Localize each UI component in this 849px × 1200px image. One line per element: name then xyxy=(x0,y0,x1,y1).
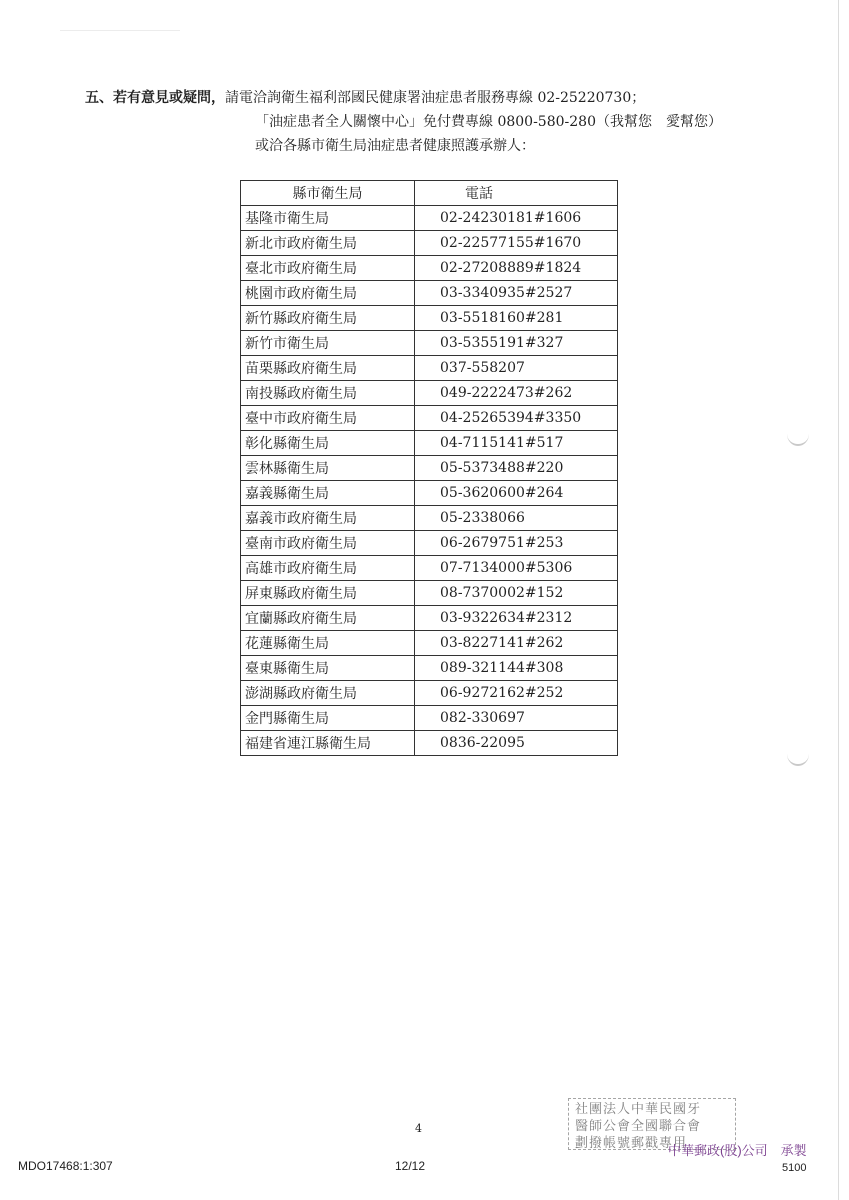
bureau-name: 苗栗縣政府衛生局 xyxy=(241,356,415,381)
bureau-phone: 03-5518160#281 xyxy=(415,306,618,331)
bureau-name: 嘉義市政府衛生局 xyxy=(241,506,415,531)
bureau-name: 嘉義縣衛生局 xyxy=(241,481,415,506)
bureau-name: 臺北市政府衛生局 xyxy=(241,256,415,281)
bureau-phone: 03-5355191#327 xyxy=(415,331,618,356)
intro-hotline: 請電洽詢衛生福利部國民健康署油症患者服務專線 02-25220730； xyxy=(225,90,646,106)
stamp-line: 醫師公會全國聯合會 xyxy=(575,1119,702,1134)
bureau-name: 雲林縣衛生局 xyxy=(241,456,415,481)
bureau-phone: 06-9272162#252 xyxy=(415,681,618,706)
table-row xyxy=(241,581,618,606)
bureau-phone: 082-330697 xyxy=(415,706,618,731)
document-code: MDO17468:1:307 xyxy=(18,1159,113,1173)
bureau-phone: 04-7115141#517 xyxy=(415,431,618,456)
bureau-phone: 06-2679751#253 xyxy=(415,531,618,556)
table-row xyxy=(241,706,618,731)
table-row xyxy=(241,456,618,481)
table-row xyxy=(241,406,618,431)
contact-intro xyxy=(85,86,785,158)
bureau-name: 花蓮縣衛生局 xyxy=(241,631,415,656)
table-row xyxy=(241,281,618,306)
bureau-name: 基隆市衛生局 xyxy=(241,206,415,231)
bureau-name: 新北市政府衛生局 xyxy=(241,231,415,256)
table-row xyxy=(241,331,618,356)
bureau-phone: 0836-22095 xyxy=(415,731,618,756)
bureau-phone: 02-27208889#1824 xyxy=(415,256,618,281)
bureau-phone: 02-24230181#1606 xyxy=(415,206,618,231)
bureau-name: 臺東縣衛生局 xyxy=(241,656,415,681)
bureau-name: 臺中市政府衛生局 xyxy=(241,406,415,431)
stamp-line: 劃撥帳號郵戳專用 xyxy=(575,1136,688,1150)
bureau-phone: 05-2338066 xyxy=(415,506,618,531)
bureau-name: 桃園市政府衛生局 xyxy=(241,281,415,306)
table-row xyxy=(241,731,618,756)
bureau-name: 福建省連江縣衛生局 xyxy=(241,731,415,756)
punch-hole xyxy=(787,422,809,446)
sheet-counter: 12/12 xyxy=(395,1159,426,1173)
intro-line-2: 「油症患者全人關懷中心」免付費專線 0800-580-280（我幫您 愛幫您） xyxy=(255,114,722,130)
bureau-phone: 05-3620600#264 xyxy=(415,481,618,506)
bureau-phone: 03-9322634#2312 xyxy=(415,606,618,631)
table-row xyxy=(241,656,618,681)
bureau-phone: 037-558207 xyxy=(415,356,618,381)
health-bureau-table xyxy=(240,180,618,756)
table-header-row xyxy=(241,181,618,206)
bureau-phone: 05-5373488#220 xyxy=(415,456,618,481)
bureau-name: 新竹市衛生局 xyxy=(241,331,415,356)
bureau-name: 屏東縣政府衛生局 xyxy=(241,581,415,606)
table-row xyxy=(241,306,618,331)
stamp-line: 社團法人中華民國牙 xyxy=(575,1102,702,1117)
page-number: 4 xyxy=(415,1122,422,1135)
table-row xyxy=(241,431,618,456)
punch-hole xyxy=(787,742,809,766)
header-bureau: 縣市衛生局 xyxy=(241,181,415,206)
bureau-phone: 03-8227141#262 xyxy=(415,631,618,656)
table-row xyxy=(241,206,618,231)
table-body xyxy=(241,206,618,756)
table-row xyxy=(241,381,618,406)
scan-mark xyxy=(60,30,180,31)
intro-line-3: 或洽各縣市衛生局油症患者健康照護承辦人： xyxy=(255,138,535,154)
bureau-phone: 03-3340935#2527 xyxy=(415,281,618,306)
header-phone: 電話 xyxy=(415,181,618,206)
intro-line-1 xyxy=(85,86,785,110)
printer-credit: 中華郵政(股)公司 承製 xyxy=(668,1143,807,1158)
print-number: 5100 xyxy=(782,1162,807,1174)
bureau-name: 宜蘭縣政府衛生局 xyxy=(241,606,415,631)
bureau-name: 彰化縣衛生局 xyxy=(241,431,415,456)
bureau-name: 南投縣政府衛生局 xyxy=(241,381,415,406)
table-row xyxy=(241,631,618,656)
bureau-name: 金門縣衛生局 xyxy=(241,706,415,731)
bureau-name: 臺南市政府衛生局 xyxy=(241,531,415,556)
table-row xyxy=(241,556,618,581)
intro-lead: 五、若有意見或疑問， xyxy=(85,90,225,106)
bureau-phone: 049-2222473#262 xyxy=(415,381,618,406)
table-row xyxy=(241,531,618,556)
table-row xyxy=(241,356,618,381)
bureau-phone: 07-7134000#5306 xyxy=(415,556,618,581)
table-row xyxy=(241,506,618,531)
bureau-phone: 04-25265394#3350 xyxy=(415,406,618,431)
table-row xyxy=(241,256,618,281)
bureau-name: 新竹縣政府衛生局 xyxy=(241,306,415,331)
table-row xyxy=(241,481,618,506)
table-row xyxy=(241,606,618,631)
bureau-phone: 089-321144#308 xyxy=(415,656,618,681)
page-edge-line xyxy=(838,0,839,1200)
table-row xyxy=(241,231,618,256)
table-row xyxy=(241,681,618,706)
bureau-phone: 08-7370002#152 xyxy=(415,581,618,606)
bureau-name: 澎湖縣政府衛生局 xyxy=(241,681,415,706)
bureau-phone: 02-22577155#1670 xyxy=(415,231,618,256)
bureau-name: 高雄市政府衛生局 xyxy=(241,556,415,581)
